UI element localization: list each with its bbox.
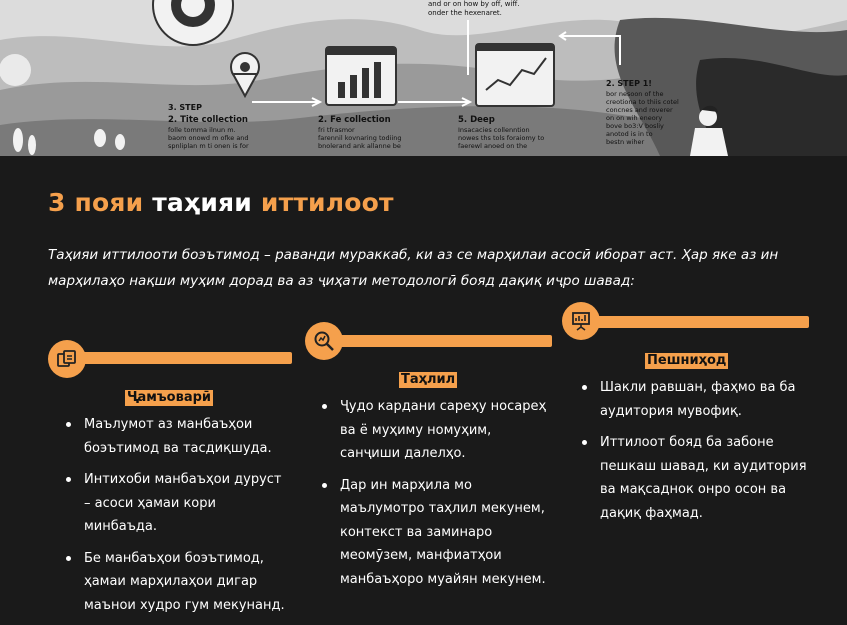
list-item: Интихоби манбаъҳои дуруст – асоси ҳамаи кори минбаъда. [62, 468, 292, 539]
stage3-connector-bar [575, 316, 809, 328]
magnifier-chart-icon [305, 322, 343, 360]
stage1-label: Ҷамъоварӣ [127, 390, 212, 405]
bar-chart-card-icon [326, 47, 396, 105]
stage3-label: Пешниҳод [647, 353, 727, 368]
stage2-label: Таҳлил [401, 372, 456, 387]
stage3-list [578, 376, 818, 533]
stage1-connector-bar [60, 352, 292, 364]
hero-step2-title: 2. Fe collection [318, 115, 391, 125]
list-item: Дар ин марҳила мо маълумотро таҳлил мекунем, контекст ва заминаро меомӯзем, манфиатҳои манбаъҳоро муайян мекунем. [318, 474, 554, 592]
files-icon [48, 340, 86, 378]
page-title: 3 пояи таҳияи иттилоот [48, 188, 394, 217]
hero-step4-title: 2. STEP 1! [606, 79, 652, 88]
svg-text:folle tomma ilnun m. bao: folle tomma ilnun m. baom onowd m ofke and spnliplan m ti onen is for [168, 126, 249, 150]
stage2-list [318, 395, 554, 599]
hero-top-line1: and or on how by off, wiff. [428, 0, 520, 8]
list-item: Бе манбаъҳои боэътимод, ҳамаи марҳилаҳои дигар маънои худро гум мекунанд. [62, 547, 292, 618]
svg-text:fri tfrasmor farennil ko: fri tfrasmor farennil kovnaring todiing bnolerand ank allanne be [318, 126, 402, 150]
hero-illustration [0, 0, 847, 156]
list-item: Шакли равшан, фаҳмо ва ба аудитория мувофиқ. [578, 376, 818, 423]
hero-step3-title: 5. Deep [458, 115, 495, 125]
intro-paragraph: Таҳияи иттилооти боэътимод – раванди мураккаб, ки аз се марҳилаи асосӣ иборат аст. Ҳар яке аз ин марҳилаҳо нақши муҳим дорад ва аз ҷиҳати методологӣ бояд дақиқ иҷро шавад: [48, 247, 779, 289]
presentation-icon [562, 302, 600, 340]
list-item: Иттилоот бояд ба забоне пешкаш шавад, ки аудитория ва мақсаднок онро осон ва дақиқ фаҳмад. [578, 431, 818, 525]
list-item: Маълумот аз манбаъҳои боэътимод ва тасдиқшуда. [62, 413, 292, 460]
hero-top-line2: onder the hexenaret. [428, 9, 502, 17]
stage1-list [62, 413, 292, 625]
hero-step1-num: 3. STEP [168, 103, 202, 112]
line-chart-monitor-icon [476, 44, 554, 106]
stage2-connector-bar [316, 335, 552, 347]
svg-text:Insacacies collenntion n: Insacacies collenntion nowes ths tols foraiomy to faerewl anoed on the [458, 126, 545, 150]
svg-text:bor nesoon of the creoti: bor nesoon of the creotiona to thiis cotel concnes and roverer on on wih eneory bove bo3:V bosliy anotod is in to bestn wiher [606, 90, 679, 146]
hero-step1-title: 2. Tite collection [168, 115, 248, 125]
list-item: Ҷудо кардани сареҳу носареҳ ва ё муҳиму номуҳим, санҷиши далелҳо. [318, 395, 554, 466]
